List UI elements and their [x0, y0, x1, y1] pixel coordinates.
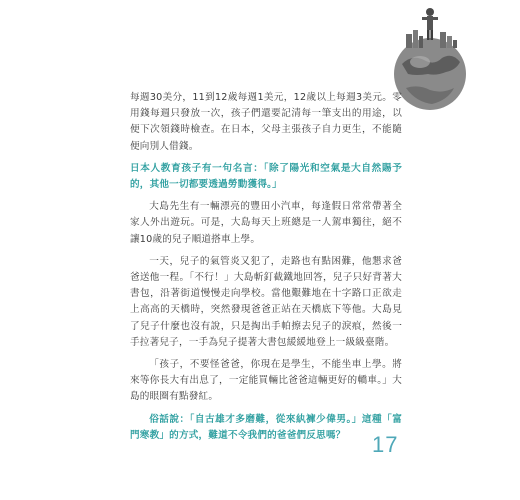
paragraph-2-quote: 日本人教育孩子有一句名言：「除了陽光和空氣是大自然賜予的，其他一切都要透過勞動獲得。」	[130, 162, 402, 191]
page-number: 17	[372, 432, 399, 457]
paragraph-3: 大島先生有一輛漂亮的豐田小汽車，每逢假日常常帶著全家人外出遊玩。可是，大島每天上班總是一人駕車獨往，絕不讓10歲的兒子順道搭車上學。	[130, 201, 402, 245]
paragraph-6-proverb: 俗話說：「自古雄才多磨難，從來紈褲少偉男。」這種「富門寒教」的方式，難道不令我們的爸爸們反思嗎？	[130, 413, 402, 441]
paragraph-1: 每週30美分，11到12歲每週1美元，12歲以上每週3美元。零用錢每週只發放一次，孩子們還要記清每一筆支出的用途，以便下次領錢時檢查。在日本，父母主張孩子自力更生，不能隨便向別人借錢。	[130, 92, 402, 152]
body-text	[130, 90, 402, 444]
paragraph-4: 一天，兒子的氣管炎又犯了，走路也有點困難，他懇求爸爸送他一程。「不行！」大島斬釘截鐵地回答，兒子只好背著大書包，沿著街道慢慢走向學校。當他艱難地在十字路口正欲走上高高的天橋時，突然發現爸爸正站在天橋底下等他。大島見了兒子什麼也沒有說，只是掏出手帕擦去兒子的淚痕，然後一手拉著兒子，一手為兒子提著大書包緩緩地登上一級級臺階。	[130, 255, 402, 348]
paragraph-5: 「孩子，不要怪爸爸，你現在是學生，不能坐車上學。將來等你長大有出息了，一定能買輛比爸爸這輛更好的轎車。」大島的眼圈有點發紅。	[130, 359, 402, 403]
